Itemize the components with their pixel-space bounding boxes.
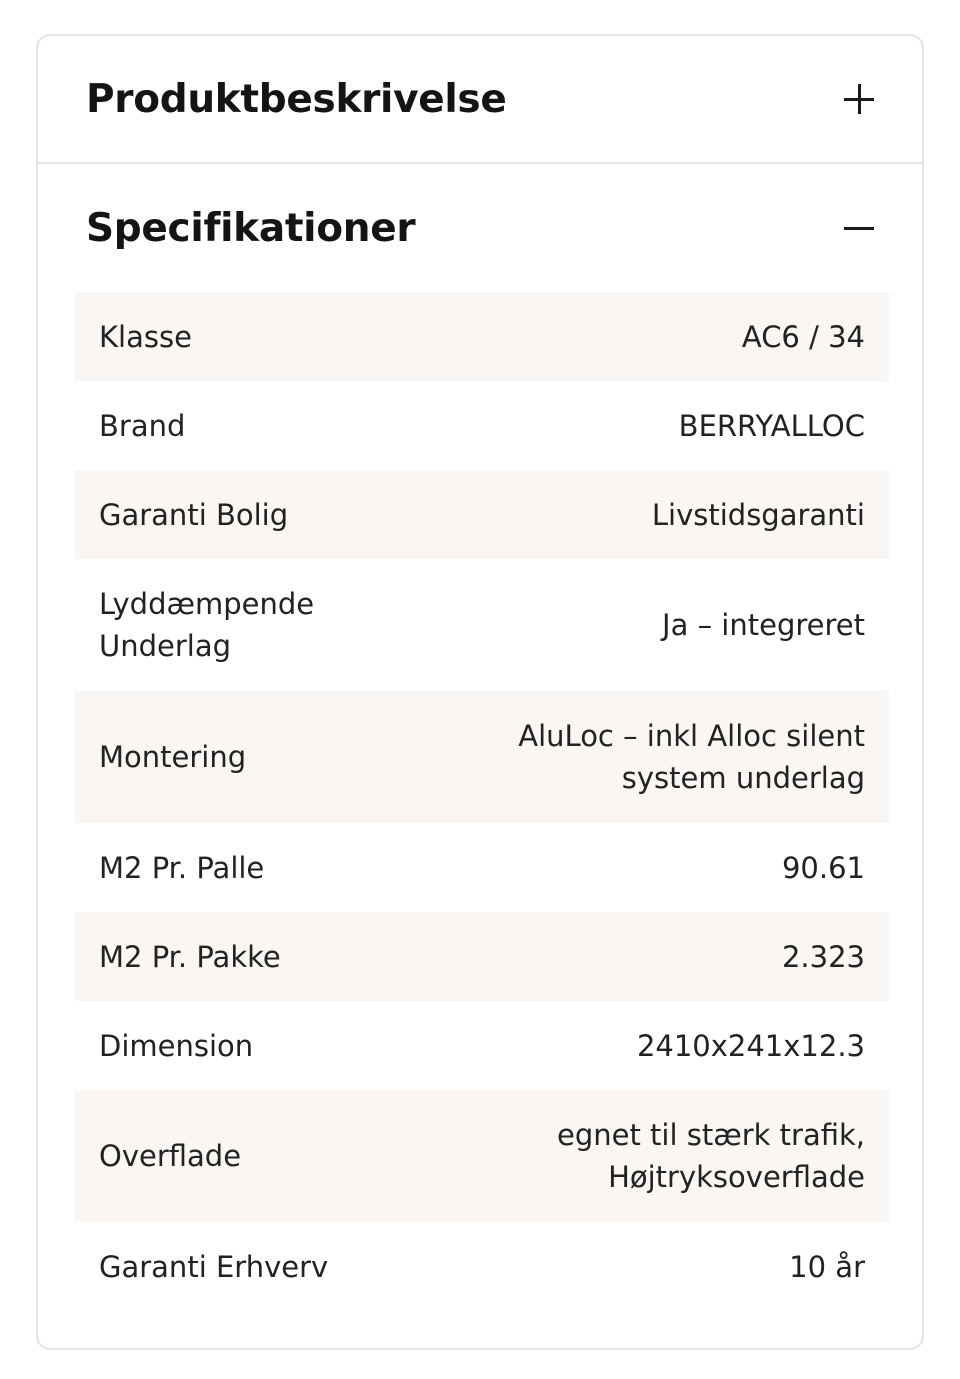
accordion-title-produktbeskrivelse: Produktbeskrivelse [86,76,507,122]
spec-row [75,381,889,470]
accordion-title-specifikationer: Specifikationer [86,205,416,251]
spec-value: 90.61 [781,850,865,885]
spec-label: Dimension [99,1028,254,1063]
spec-row [75,292,889,381]
spec-value: 2410x241x12.3 [636,1028,865,1063]
minus-icon[interactable] [844,213,874,243]
spec-label: M2 Pr. Palle [99,850,265,885]
spec-row [75,470,889,559]
spec-value: 2.323 [781,939,865,974]
product-info-card [36,34,924,1350]
spec-value: BERRYALLOC [678,408,865,443]
spec-row [75,1222,889,1311]
spec-row [75,691,889,823]
spec-row [75,559,889,691]
spec-label: Lyddæmpende Underlag [99,587,315,663]
spec-value: egnet til stærk trafik, Højtryksoverflade [557,1118,865,1194]
spec-value: AC6 / 34 [741,319,865,354]
spec-label: Brand [99,408,186,443]
spec-label: Overflade [99,1139,242,1173]
spec-row [75,1001,889,1090]
spec-label: Montering [99,740,247,774]
spec-value: Ja – integreret [662,608,865,642]
accordion-specifikationer[interactable] [38,164,922,292]
accordion-produktbeskrivelse[interactable] [38,36,922,164]
spec-label: M2 Pr. Pakke [99,939,281,974]
spec-value: 10 år [789,1249,865,1284]
plus-icon[interactable] [844,84,874,114]
spec-label: Klasse [99,319,192,354]
specifications-table [75,292,889,1311]
spec-value: Livstidsgaranti [651,497,865,532]
spec-row [75,912,889,1001]
spec-value: AluLoc – inkl Alloc silent system underlag [518,719,865,795]
spec-row [75,823,889,912]
spec-label: Garanti Bolig [99,497,289,532]
spec-row [75,1090,889,1222]
spec-label: Garanti Erhverv [99,1249,329,1284]
